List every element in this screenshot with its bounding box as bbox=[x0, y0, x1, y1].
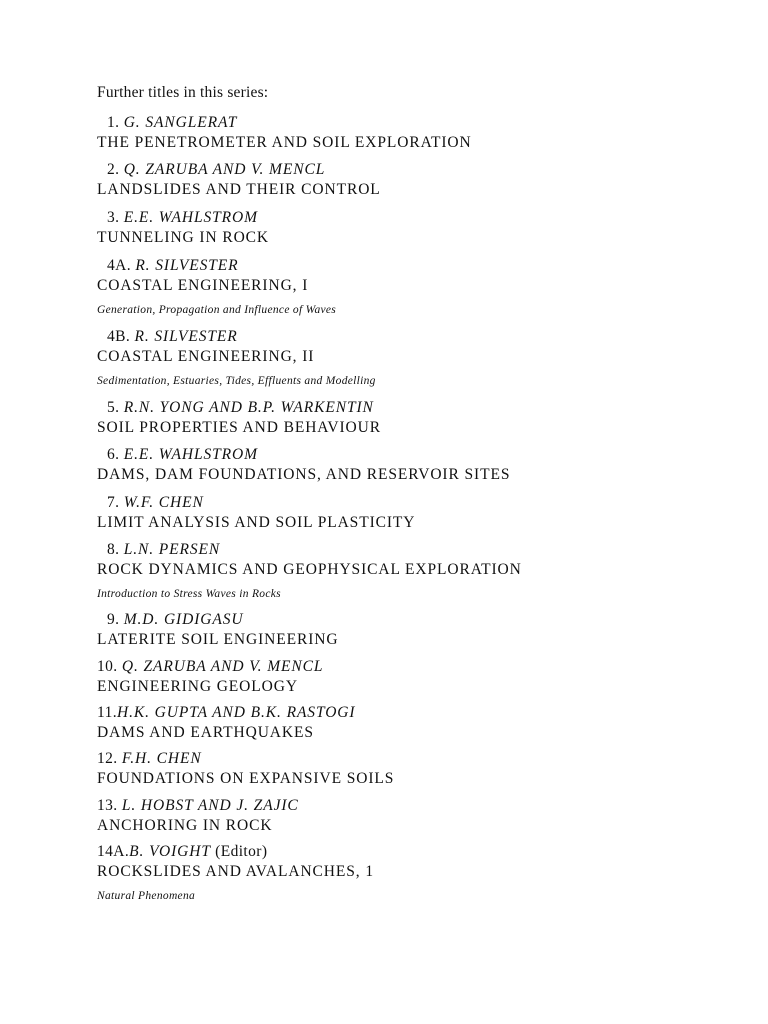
entry-number: 14A. bbox=[97, 843, 130, 860]
entry-author: L. HOBST AND J. ZAJIC bbox=[121, 797, 299, 814]
series-entry-11 bbox=[97, 703, 355, 743]
entry-title: ROCKSLIDES AND AVALANCHES, 1 bbox=[97, 863, 374, 880]
entry-title: DAMS AND EARTHQUAKES bbox=[97, 724, 314, 741]
series-entry-6 bbox=[97, 445, 510, 485]
entry-number: 8. bbox=[107, 541, 120, 558]
entry-author: E.E. WAHLSTROM bbox=[123, 446, 258, 463]
entry-number: 5. bbox=[107, 399, 120, 416]
series-entry-1 bbox=[97, 113, 472, 153]
entry-author: R. SILVESTER bbox=[135, 257, 239, 274]
series-entry-3 bbox=[97, 208, 269, 248]
series-entry-12 bbox=[97, 749, 394, 789]
entry-subtitle: Introduction to Stress Waves in Rocks bbox=[97, 588, 281, 600]
entry-title: COASTAL ENGINEERING, II bbox=[97, 348, 315, 365]
entry-author: R.N. YONG AND B.P. WARKENTIN bbox=[123, 399, 374, 416]
entry-author: R. SILVESTER bbox=[134, 328, 238, 345]
entry-number: 4B. bbox=[107, 328, 131, 345]
entry-number: 10. bbox=[97, 658, 118, 675]
entry-title: TUNNELING IN ROCK bbox=[97, 229, 270, 246]
entry-number: 3. bbox=[107, 209, 120, 226]
entry-title: ENGINEERING GEOLOGY bbox=[97, 678, 298, 695]
entry-subtitle: Natural Phenomena bbox=[97, 890, 196, 902]
entry-title: ROCK DYNAMICS AND GEOPHYSICAL EXPLORATION bbox=[97, 561, 522, 578]
entry-title: LANDSLIDES AND THEIR CONTROL bbox=[97, 181, 381, 198]
series-entry-4a bbox=[97, 256, 336, 318]
entry-subtitle: Sedimentation, Estuaries, Tides, Effluents and Modelling bbox=[97, 375, 376, 387]
entry-author: W.F. CHEN bbox=[123, 494, 204, 511]
series-entry-5 bbox=[97, 398, 381, 438]
entry-author: L.N. PERSEN bbox=[123, 541, 221, 558]
entry-editor-note: (Editor) bbox=[215, 843, 268, 860]
entry-title: COASTAL ENGINEERING, I bbox=[97, 277, 309, 294]
entry-author: Q. ZARUBA AND V. MENCL bbox=[123, 161, 326, 178]
entry-author: Q. ZARUBA AND V. MENCL bbox=[121, 658, 324, 675]
series-entry-8 bbox=[97, 540, 522, 602]
entry-title: THE PENETROMETER AND SOIL EXPLORATION bbox=[97, 134, 472, 151]
series-entry-13 bbox=[97, 796, 299, 836]
entry-author: F.H. CHEN bbox=[121, 750, 202, 767]
series-entry-7 bbox=[97, 493, 415, 533]
entry-title: ANCHORING IN ROCK bbox=[97, 817, 273, 834]
entry-title: SOIL PROPERTIES AND BEHAVIOUR bbox=[97, 419, 381, 436]
entry-subtitle: Generation, Propagation and Influence of Waves bbox=[97, 304, 337, 316]
entry-author: M.D. GIDIGASU bbox=[123, 611, 244, 628]
series-entry-2 bbox=[97, 160, 381, 200]
series-entry-10 bbox=[97, 657, 323, 697]
entry-title: LIMIT ANALYSIS AND SOIL PLASTICITY bbox=[97, 514, 416, 531]
entry-number: 12. bbox=[97, 750, 118, 767]
entry-number: 13. bbox=[97, 797, 118, 814]
entry-number: 2. bbox=[107, 161, 120, 178]
series-entry-4b bbox=[97, 327, 376, 389]
entry-number: 4A. bbox=[107, 257, 132, 274]
entry-author: E.E. WAHLSTROM bbox=[123, 209, 258, 226]
entry-author: G. SANGLERAT bbox=[123, 114, 238, 131]
entry-number: 7. bbox=[107, 494, 120, 511]
entry-number: 11. bbox=[97, 704, 117, 721]
entry-author: B. VOIGHT bbox=[129, 843, 211, 860]
entry-author: H.K. GUPTA AND B.K. RASTOGI bbox=[117, 704, 356, 721]
series-heading: Further titles in this series: bbox=[97, 84, 269, 101]
series-entry-9 bbox=[97, 610, 338, 650]
entry-title: LATERITE SOIL ENGINEERING bbox=[97, 631, 339, 648]
entry-number: 6. bbox=[107, 446, 120, 463]
entry-title: FOUNDATIONS ON EXPANSIVE SOILS bbox=[97, 770, 395, 787]
series-entry-14a bbox=[97, 842, 374, 904]
entry-title: DAMS, DAM FOUNDATIONS, AND RESERVOIR SITES bbox=[97, 466, 511, 483]
entry-number: 1. bbox=[107, 114, 120, 131]
entry-number: 9. bbox=[107, 611, 120, 628]
